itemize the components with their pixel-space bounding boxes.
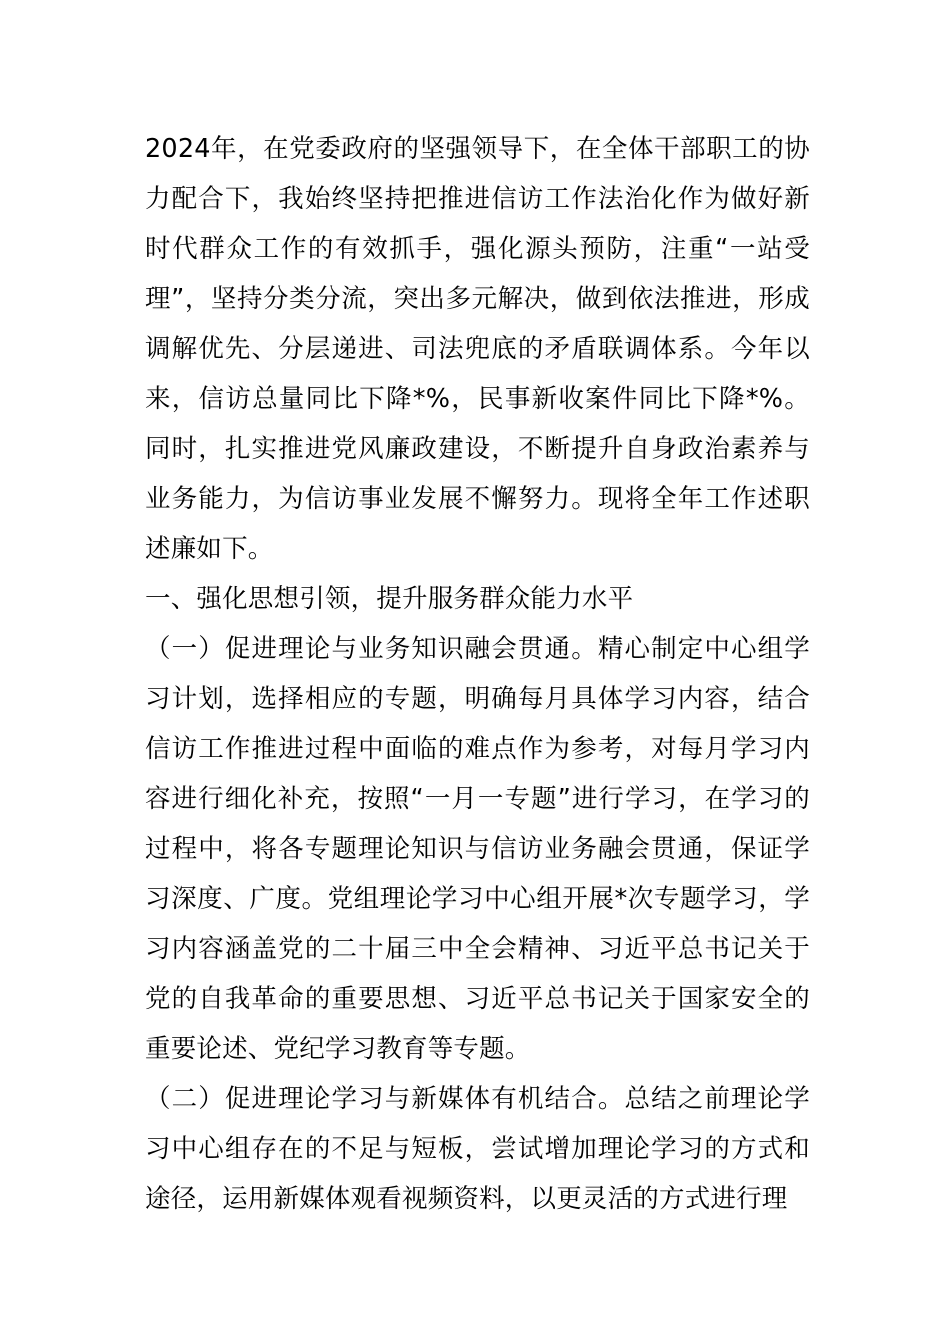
- paragraph-new-media: （二）促进理论学习与新媒体有机结合。总结之前理论学习中心组存在的不足与短板，尝试增加理论学习的方式和途径，运用新媒体观看视频资料，以更灵活的方式进行理: [145, 1084, 810, 1214]
- paragraph-theory-study: （一）促进理论与业务知识融会贯通。精心制定中心组学习计划，选择相应的专题，明确每月具体学习内容，结合信访工作推进过程中面临的难点作为参考，对每月学习内容进行细化补充，按照“一月一专题”进行学习，在学习的过程中，将各专题理论知识与信访业务融会贯通，保证学习深度、广度。党组理论学习中心组开展*次专题学习，学习内容涵盖党的二十届三中全会精神、习近平总书记关于党的自我革命的重要思想、习近平总书记关于国家安全的重要论述、党纪学习教育等专题。: [145, 634, 810, 1064]
- document-page: [145, 124, 810, 1224]
- intro-paragraph: 2024年，在党委政府的坚强领导下，在全体干部职工的协力配合下，我始终坚持把推进信访工作法治化作为做好新时代群众工作的有效抓手，强化源头预防，注重“一站受理”，坚持分类分流，突出多元解决，做到依法推进，形成调解优先、分层递进、司法兜底的矛盾联调体系。今年以来，信访总量同比下降*%，民事新收案件同比下降*%。同时，扎实推进党风廉政建设，不断提升自身政治素养与业务能力，为信访事业发展不懈努力。现将全年工作述职述廉如下。: [145, 134, 810, 564]
- section-heading: 一、强化思想引领，提升服务群众能力水平: [145, 584, 634, 614]
